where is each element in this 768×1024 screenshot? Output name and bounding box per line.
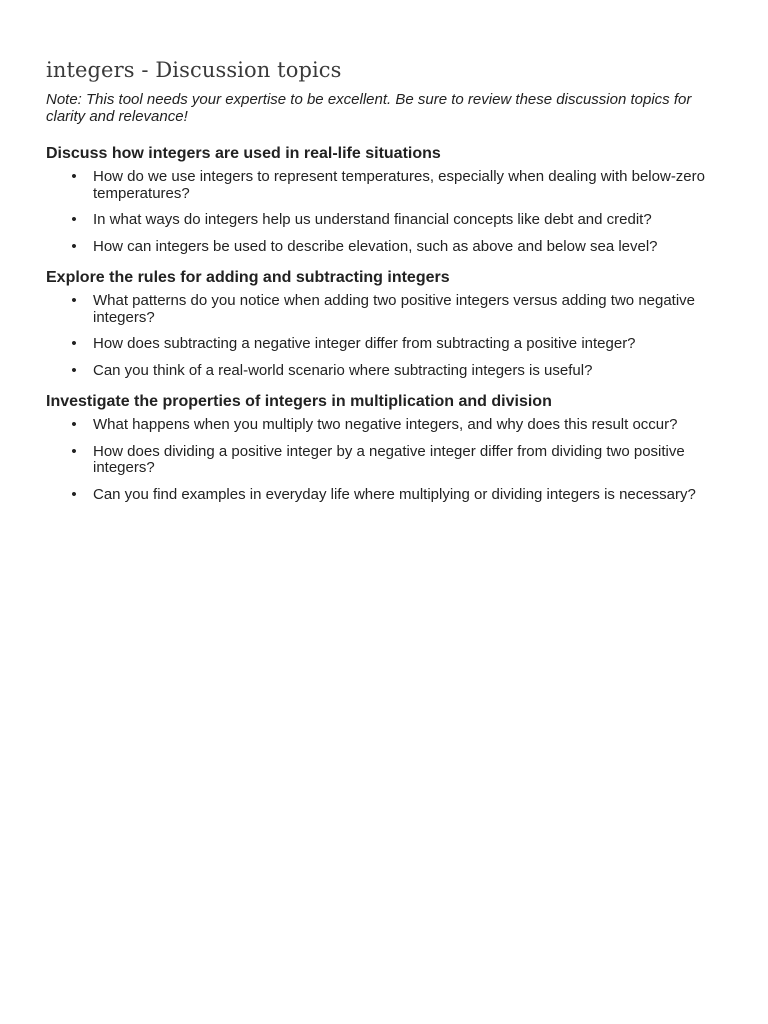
question-item	[46, 336, 726, 353]
bullet-icon: •	[71, 168, 77, 185]
section-heading: Investigate the properties of integers in multiplication and division	[46, 393, 552, 410]
question-text: How can integers be used to describe elevation, such as above and below sea level?	[93, 237, 658, 255]
question-item	[46, 417, 726, 434]
question-item	[46, 293, 726, 326]
section-multiplication-division	[46, 392, 726, 503]
section-adding-subtracting	[46, 268, 726, 379]
question-item	[46, 444, 726, 477]
question-list	[46, 169, 726, 255]
bullet-icon: •	[71, 335, 77, 352]
bullet-icon: •	[71, 237, 77, 255]
question-item	[46, 363, 726, 380]
bullet-icon: •	[71, 442, 77, 460]
question-list	[46, 293, 726, 379]
question-text: Can you find examples in everyday life where multiplying or dividing integers is necessary?	[93, 485, 696, 503]
question-text: How do we use integers to represent temperatures, especially when dealing with below-zero temperatures?	[93, 168, 705, 202]
section-heading: Discuss how integers are used in real-life situations	[46, 145, 441, 162]
bullet-icon: •	[71, 292, 77, 309]
section-heading: Explore the rules for adding and subtracting integers	[46, 269, 450, 286]
bullet-icon: •	[71, 485, 77, 503]
bullet-icon: •	[71, 416, 77, 433]
bullet-icon: •	[71, 211, 77, 228]
section-real-life	[46, 144, 726, 255]
question-text: What happens when you multiply two negative integers, and why does this result occur?	[93, 416, 678, 433]
page-title: integers - Discussion topics	[46, 58, 342, 82]
question-item	[46, 487, 726, 504]
review-note: Note: This tool needs your expertise to be excellent. Be sure to review these discussion topics for clarity and relevance!	[46, 91, 692, 125]
question-text: Can you think of a real-world scenario where subtracting integers is useful?	[93, 361, 593, 379]
question-text: In what ways do integers help us understand financial concepts like debt and credit?	[93, 211, 652, 228]
question-item	[46, 239, 726, 256]
document-page	[46, 56, 726, 516]
question-item	[46, 212, 726, 229]
question-item	[46, 169, 726, 202]
question-text: How does subtracting a negative integer differ from subtracting a positive integer?	[93, 335, 636, 352]
question-list	[46, 417, 726, 503]
bullet-icon: •	[71, 361, 77, 379]
question-text: How does dividing a positive integer by a negative integer differ from dividing two positive integers?	[93, 442, 685, 476]
question-text: What patterns do you notice when adding two positive integers versus adding two negative integers?	[93, 292, 696, 326]
